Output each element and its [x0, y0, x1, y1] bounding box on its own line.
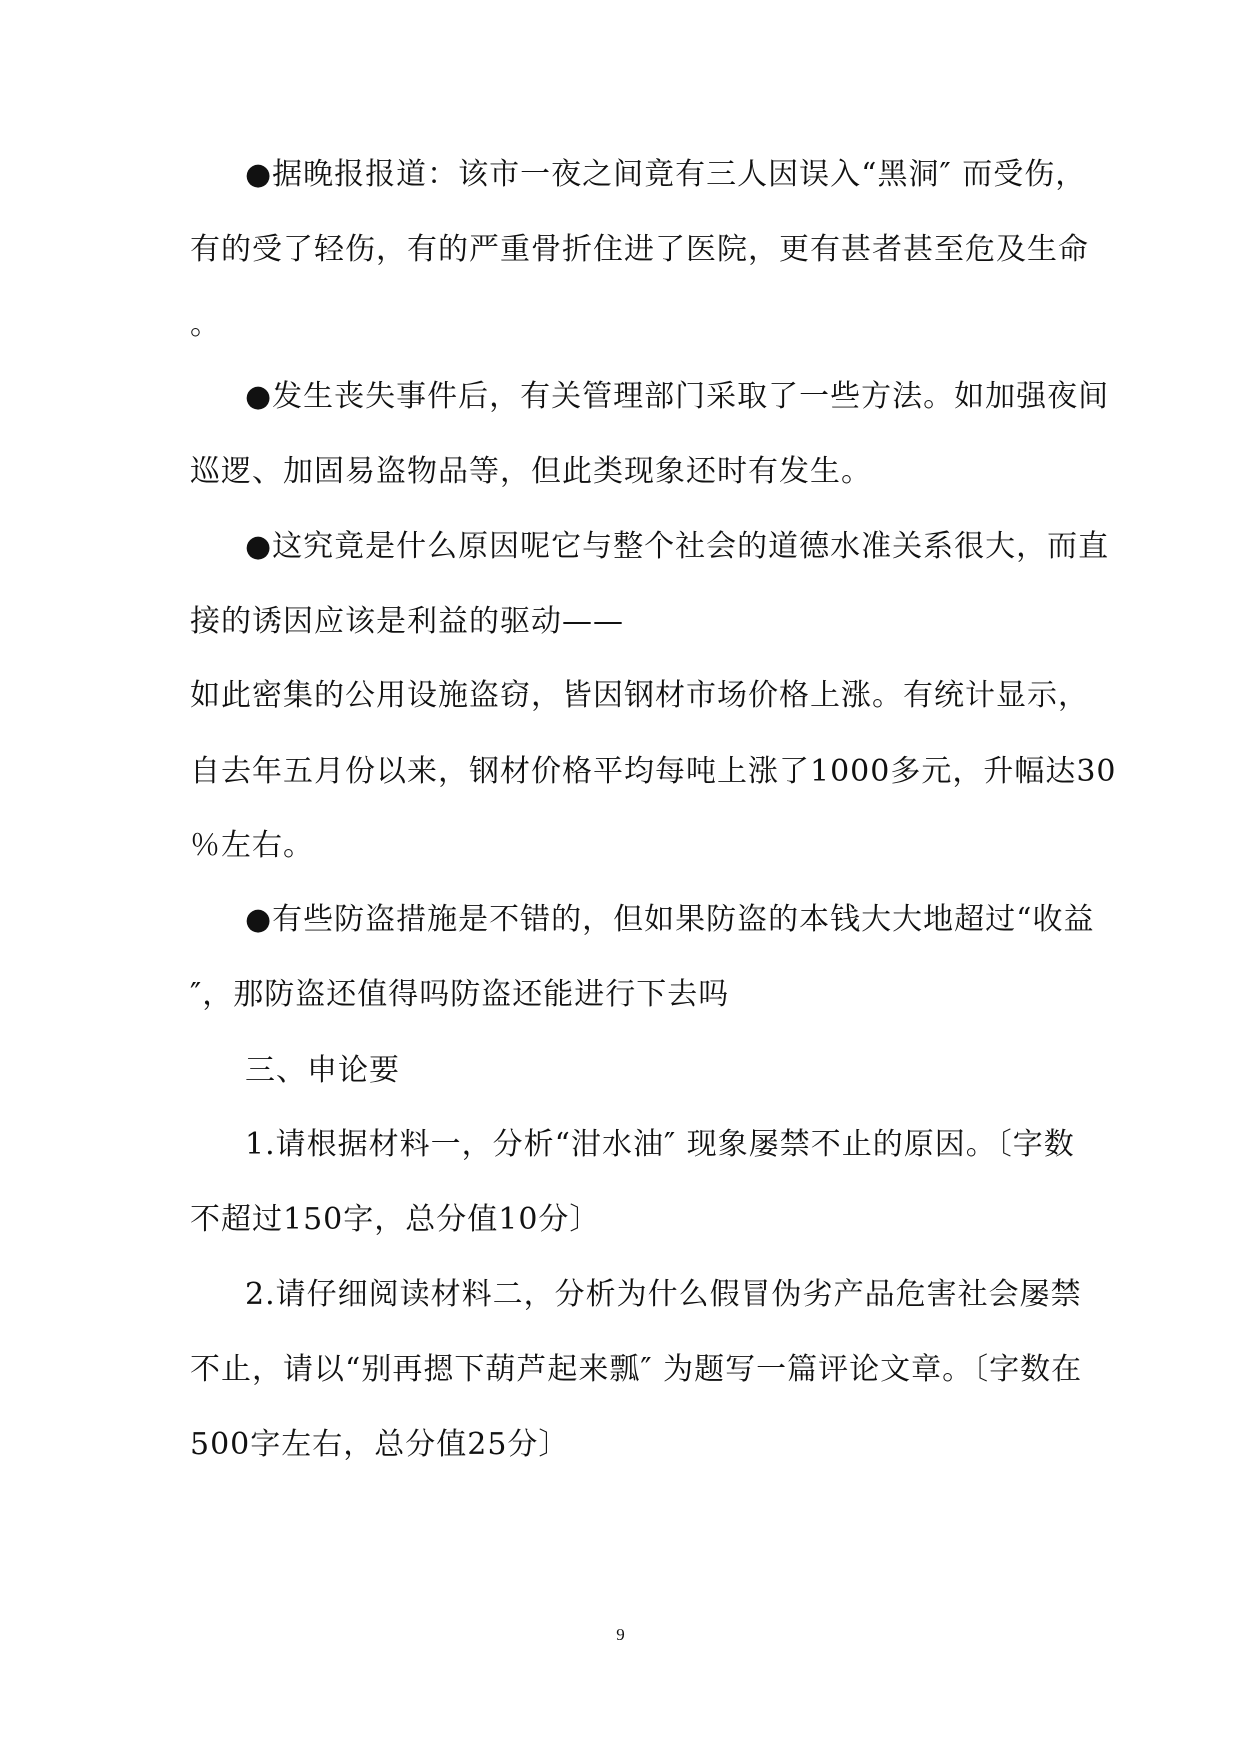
text-line: 接的诱因应该是利益的驱动—— — [190, 604, 624, 639]
question-line: 不超过150字，总分值10分〕 — [190, 1202, 601, 1237]
section-heading: 三、申论要 — [245, 1053, 400, 1088]
text-line: 自去年五月份以来，钢材价格平均每吨上涨了1000多元，升幅达30 — [190, 754, 1117, 789]
text-line: ％左右。 — [190, 828, 314, 863]
question-line: 1.请根据材料一，分析“泔水油″ 现象屡禁不止的原因。〔字数 — [245, 1127, 1075, 1162]
question-line: 不止，请以“别再摁下葫芦起来瓢″ 为题写一篇评论文章。〔字数在 — [190, 1352, 1083, 1387]
question-line: 2.请仔细阅读材料二，分析为什么假冒伪劣产品危害社会屡禁 — [245, 1277, 1082, 1312]
text-line: ″，那防盗还值得吗防盗还能进行下去吗 — [190, 977, 730, 1012]
text-line: ●这究竟是什么原因呢它与整个社会的道德水准关系很大，而直 — [245, 529, 1110, 564]
text-line: 巡逻、加固易盗物品等，但此类现象还时有发生。 — [190, 454, 872, 489]
page-number: 9 — [616, 1625, 625, 1644]
text-line: 如此密集的公用设施盗窃，皆因钢材市场价格上涨。有统计显示， — [190, 678, 1089, 713]
text-line: 。 — [190, 307, 221, 342]
text-line: ●据晚报报道：该市一夜之间竟有三人因误入“黑洞″ 而受伤， — [245, 157, 1087, 192]
question-line: 500字左右，总分值25分〕 — [190, 1427, 570, 1462]
text-line: ●发生丧失事件后，有关管理部门采取了一些方法。如加强夜间 — [245, 379, 1110, 414]
text-line: 有的受了轻伤，有的严重骨折住进了医院，更有甚者甚至危及生命 — [190, 232, 1089, 267]
text-line: ●有些防盗措施是不错的，但如果防盗的本钱大大地超过“收益 — [245, 902, 1095, 937]
